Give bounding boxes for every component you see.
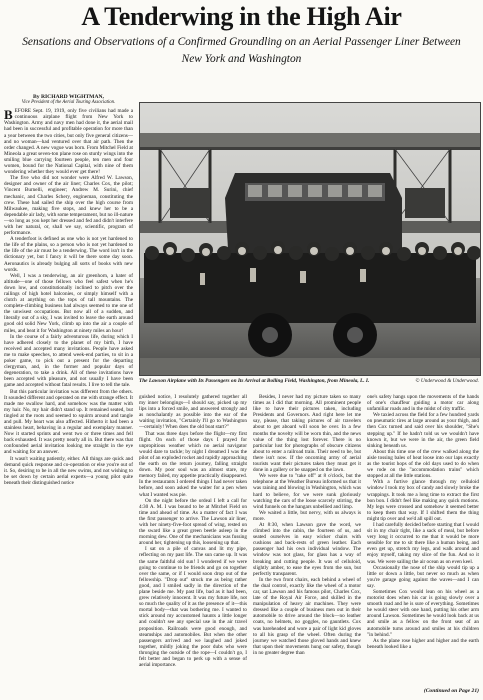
paragraph: We waited a little, but nervy, with us always is more. [253,509,361,522]
deck: Sensations and Observations of a Confirmed Groundling on an Aerial Passenger Liner Between New York and Washington [22,36,461,65]
paragraph: In the two front chairs, each behind a wheel of the dual control, exactly like the wheel of a motor car, sat Lawson and his famous pilot, Charles Cox, late of the Royal Air Force, and skilled in the manipulation of heavy air machines. They were dressed like a couple of business men out in their automobile to drive around the block—no leather coats, no helmets, no goggles, no gauntlets. Cox was bareheaded and wore a pair of light kid gloves to all his grasp of the wheel. Often during the journey we watched those gloved hands and knew that upon their movements hung our safety, though in no greater degree than [253,576,361,656]
paragraph: That was three days before the flight—my first flight. On each of those days I prayed for unpropitious weather which no aerial navigator would dare to tackle; by night I dreamed I was the pilot of an exploded rocket and rapidly approaching the earth on the return journey, falling straight down. My poor soul was an almost stare, my memory failed, my appetite practically disappeared. In the restaurants I ordered things I had never taken before, and soon asked the waiter for a pen when what I wanted was pie. [139,430,247,498]
photo-credit: © Underwood & Underwood. [415,378,479,384]
paragraph: It wasn't waiting patiently, either. All things are quick and demand quick response and co-operation or else you're out of it. So, desiring to be in all the new swims, and not wishing to be set down by certain aerial experts—a young pilot quite beneath their distinguished notice [4,455,133,486]
paragraph: Occasionally the nose of the ship would tip up a little or down a little, but never so much as when you're garage going against the waves—and I can say. [367,564,479,589]
airplane-photo [139,102,481,376]
caption-text: The Lawson Airplane with Its Passengers on Its Arrival at Bolling Field, Washington, from Mineola, L. I. [139,378,370,384]
paragraph: Well, I was a tenderwing, an air greenhorn, a hater of altitude—one of those fellows who feel safest when he's down low, and constitutionally inclined to pitch over the railings of high hotel balconies, or simply himself with a clutch at anything on the tops of tall mountains. The complete-climbing business had always seemed to me one of the unwisest occupations. But now all of a sudden, and literally out of a sky, I was invited to leave the earth around good old solid New York, climb up into the air a couple of miles, and beat it for Washington at ninety miles an hour! [4,272,133,334]
byline-title: Vice President of the Aerial Touring Association. [21,100,116,106]
paragraph: With a furtive glance through my celluloid window I took my box of candy and slowly broke the wrappings. It took me a long time to extract the first bon bon. I didn't feel like making any quick motions. My legs were crossed and somehow it seemed better to keep them that way. If I shifted them the thing might tip over and we'd all spill out. [367,479,479,522]
continued-note: (Continued on Page 21) [423,688,479,694]
paragraph: The five who did not wonder were Alfred W. Lawson, designer and owner of the air liner; Charles Cox, the pilot; Vincent Burnelli, engineer; Andrew M. Surini, chief mechanic, and Charles Schery, engineman, constituting the crew. These had sailed the ship over the high course from Milwaukee, making five stops, and knew her to be a dependable air lady, with some temperament, but no ill-nature—so long as you kept her dressed and fed and didn't interfere with her natural, or, shall we say, scientific, program of performance. [4,175,133,237]
drop-cap: B [4,107,13,123]
photo-caption [139,378,479,384]
paragraph: guished notice, I resolutely gathered together all my inner belongings—I should say, picked up my lips into a forced smile, and answered strongly and as nonchalantly as possible into the ear of the waiting invitation, "Certainly I'll go to Washington—certainly! When does the old boat start?" [139,394,247,431]
headline: A Tenderwing in the High Air [81,2,402,31]
paragraph: At 8:30, when Lawson gave the word, we climbed into the cabin, the fourteen of us, and seated ourselves in easy wicker chairs with cushions and back-rests of green leather. Each passenger had his own individual window. The window was not glass, for glass has a way of breaking and cutting people. It was of celluloid, slightly amber, to ease the eyes from the sun, but perfectly transparent. [253,521,361,577]
paragraph: A tenderfoot is defined as one who is not yet hardened to the life of the plains, so a person who is not yet hardened to the life of the air must be a tenderwing. The word isn't in the dictionary yet, but I fancy it will be there some day soon. Aeronautics is already bulging all sorts of books with new words. [4,236,133,273]
paragraph: I had carefully decided before starting that I would sit in my chair tight, like a sack of meal, but before very long it occurred to me that it would be more sensible for me to sit there like a human being, and even get up, stretch my legs, and walk around and enjoy myself, taking my slice of the fun. And so it was. We were sailing the air ocean as on even keel. [367,521,479,565]
paragraph: We were due to "take off" at 8 o'clock, but the telephone at the Weather Bureau informed us that it was raining and blowing in Washington, which was hard to believe, for we were sunk gloriously watching the cars of the loose scarcely stirring, the wind funnels on the hangars unbellied and limp. [253,473,361,510]
byline: By RICHARD WIGHTMAN, [33,94,104,100]
paragraph-text: EFORE Sept. 19, 1919, only five civilians had made a continuous airplane flight from New York to Washington. Army and navy men had done it, the aerial mail had been in successful and profitable operation for more than a year between the two cities, but only five general citizens—and no woman—had ventured over that air path. Then the order changed. A new vogue was born. From Mitchel Field at Mineola a great seven-ton plane rose on sturdy wings into the smiling blue carrying fourteen people, ten men and four women, bound for the National Capital, with nine of them wondering whether they would ever get there! [4,108,133,176]
column-3 [253,394,361,700]
paragraph: On the night before the ordeal I left a call for 4:30 A. M. I was bound to be at Mitchel Field on time and ahead of time. As a matter of fact I was the first passenger to arrive. The Lawson air liner, with her ninety-five-foot spread of wing, rested on the sward like a great green beetle asleep in the morning dew. One of the mechanicians was fussing around her, tightening up this, loosening up that. [139,497,247,547]
paragraph [4,108,133,175]
paragraph: one's safety hangs upon the movements of the hands of one's chauffeur guiding a motor car along unfamiliar roads and in the midst of city traffic. [367,394,479,413]
paragraph: We taxied across the field for a few hundred yards on pneumatic tires at large around as your thigh, and then Cox turned and said over his shoulder, "She's stepping up." If he hadn't told us we wouldn't have known it, but we were in the air, the green field sinking beneath us. [367,412,479,449]
paragraph: About this time one of the crew walked along the aisle tossing bales of heat loose into our laps exactly as the tourist hops of the old days used to do when we rode on the "accommodation trains" which stopped at all the little stations. [367,448,479,480]
paragraph: I sat on a pile of canvas and lit my pipe, reflecting on my past life. The sun came up. It was the same faithful old sun! I wondered if we were going to continue to be friends and go on together over the same, or if I would soon drop out of the fellowship. "Drop out" struck me as being rather good, and I smiled sadly in the direction of the plane beside me. My past life, bad as it had been, grew relatively innocent. It was my future life, not so much the quality of it as the presence of it—this mortal body—that was bothering me. I wanted to stick around my accustomed haunts a little longer and couldn't see any special use in the air travel proposition. Railroads were good enough, and steamships and automobiles. But when the other passengers arrived and we laughed and joked together, mildly joking the poor dubs who were thronging the outside of the rope—I couldn't go, I felt better and began to perk up with a sense of aerial importance. [139,546,247,669]
paragraph: Sometimes Cox would lean on his wheel as a motorist does when his car is going slowly over a smooth road and he is sure of everything. Sometimes he would steer with one hand, putting his other arm around Lawson. Sometimes he would look back at us and smile as a fellow on the front seat of an automobile turns around and smiles at his children "in behind." [367,589,479,638]
paragraph: But this particular invitation was different from the others. It sounded different and operated on me with strange effect. It made me swallow hard, and somehow was the matter with my hair. No, my hair didn't stand up. It remained seated, but tingled at the roots and seemed to squirm around and tangle and pull. My heart was also affected. Hitherto it had been a stainless heart, behaving in a regular and exemplary manner. Now it started sprints and went two or three times and fell back exhausted. It was pretty nearly all in. But there was that confounded aerial invitation looking me straight in the eye and waiting for an answer. [4,388,133,456]
column-4 [367,394,479,686]
paragraph: In the course of a fairly adventurous life, during which I have adhered closely to the planet of my birth, I have received and accepted many invitations. People have asked me to make speeches, to attend week-end parties, to sit in a poker game, to pick out a present for the departing clergyman, and, in the former and popular days of degeneration, to take a drink. All of these invitations have been accepted with pleasure, and not usually I have been game and accepted without fatal results. I live to tell the tale. [4,333,133,389]
paragraph: As the plane rose higher and higher and the earth beneath looked like a [367,637,479,650]
column-1 [4,94,133,698]
column-2 [139,394,247,700]
paragraph: Besides, I never had my picture taken so many times as I did that morning. All prominent people like to have their pictures taken, including Presidents and Governors. And right here let me say, please, that taking pictures of air travelers about to get aboard will soon be over. In a few months the novelty will be worn thin, and the news value of the thing lost forever. There is no particular lust for photographs of obscure citizens about to enter a railroad train. Their need to be, but there isn't now. If the oncoming army of aerial tourists want their pictures taken they must get it done in a gallery or be snapped on the lawn. [253,394,361,474]
